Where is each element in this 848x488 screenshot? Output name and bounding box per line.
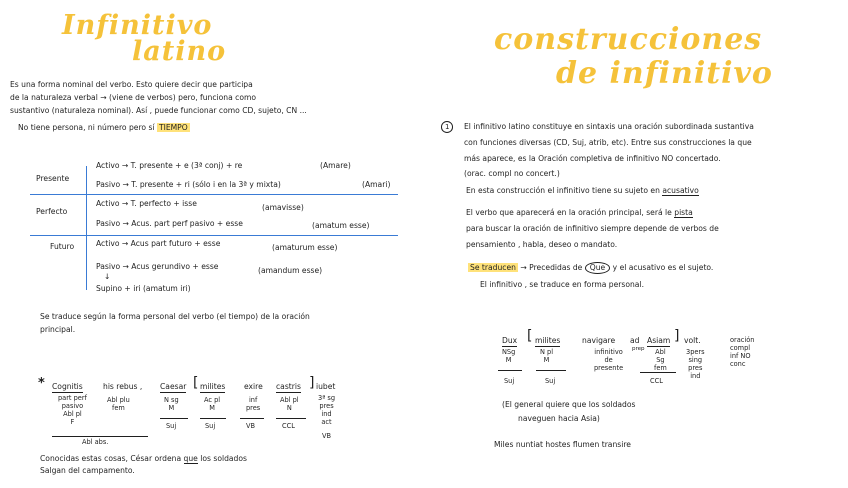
gram-navigare-2: de (604, 356, 613, 364)
bracket-open: [ (193, 375, 199, 391)
gram-caesar-2: M (168, 404, 175, 412)
p4-mid: → Precedidas de (520, 263, 583, 272)
gram-dux-1: NSg (502, 348, 516, 356)
func-dux: Suj (504, 377, 515, 385)
p1-line-1: El infinitivo latino constituye en sintaxis una oración subordinada sustantiva (464, 122, 754, 131)
gram-dux-2: M (505, 356, 512, 364)
left-title-line1: Infinitivo (62, 10, 213, 41)
word-r-milites: milites (535, 336, 561, 345)
p2-acusativo: acusativo (662, 186, 699, 195)
gram-iubet-4: act (321, 418, 332, 426)
p1-line-3: más aparece, es la Oración completiva de infinitivo NO concertado. (464, 154, 721, 163)
gram-dux (502, 348, 515, 364)
func-r-milites: Suj (545, 377, 556, 385)
word-cognitis: Cognitis (52, 382, 83, 391)
gram-volt-4: ind (690, 372, 701, 380)
p3-pista: pista (674, 208, 693, 217)
func-castris: CCL (282, 422, 295, 430)
futuro-activo-example: (amaturum esse) (272, 243, 338, 252)
word-asiam: Asiam (647, 336, 671, 345)
gram-exire (246, 396, 260, 412)
gram-iubet-2: pres (319, 402, 334, 410)
futuro-label: Futuro (50, 242, 75, 251)
func-line-castris (276, 418, 306, 419)
gram-his-rebus (107, 396, 130, 412)
tiempo-highlight: TIEMPO (158, 123, 188, 132)
gram-milites-1: Ac pl (204, 396, 221, 404)
func-iubet: VB (322, 432, 332, 440)
gram-cognitis (58, 394, 87, 426)
word-volt: volt. (684, 336, 701, 345)
gram-iubet (318, 394, 335, 426)
perfecto-pasivo-example: (amatum esse) (312, 221, 370, 230)
gram-asiam-1: Abl (655, 348, 666, 356)
perfecto-activo: Activo → T. perfecto + isse (96, 199, 197, 208)
right-translation-1: (El general quiere que los soldados (502, 400, 636, 409)
gram-castris-1: Abl pl (280, 396, 299, 404)
gram-castris-2: N (286, 404, 292, 412)
gram-volt (686, 348, 705, 380)
gram-cognitis-4: F (70, 418, 75, 426)
side-note-4: conc (730, 360, 746, 368)
r-bracket-close: ] (674, 328, 680, 344)
se-traducen-highlight: Se traducen (470, 263, 516, 272)
gram-ad: prep (632, 346, 645, 352)
word-castris: castris (276, 382, 301, 391)
presente-activo-example: (Amare) (320, 161, 351, 170)
func-line-caesar (160, 418, 188, 419)
presente-pasivo: Pasivo → T. presente + ri (sólo i en la 3ª y mixta) (96, 180, 281, 189)
intro-line-4 (18, 123, 190, 133)
gram-r-milites-2: M (543, 356, 550, 364)
example-star-icon: * (38, 376, 45, 391)
futuro-pasivo: Pasivo → Acus gerundivo + esse (96, 262, 219, 271)
example-translation-1-post: los soldados (200, 454, 247, 463)
func-line-r-milites (536, 370, 566, 371)
p1-line-4: (orac. compl no concert.) (464, 169, 560, 178)
gram-his-rebus-2: fem (112, 404, 125, 412)
p2-text: En esta construcción el infinitivo tiene su sujeto en (466, 186, 660, 195)
number-circle: 1 (441, 121, 453, 133)
gram-exire-2: pres (246, 404, 261, 412)
bracket-close: ] (309, 375, 315, 391)
p3-line-1 (466, 208, 693, 218)
futuro-pasivo-example: (amandum esse) (258, 266, 323, 275)
presente-label: Presente (36, 174, 70, 183)
side-note-3: inf NO (730, 352, 751, 360)
func-milites: Suj (205, 422, 216, 430)
word-ad: ad (630, 336, 640, 345)
right-title-line1: construcciones (494, 22, 763, 57)
func-line-asiam (640, 372, 676, 373)
gram-exire-1: inf (248, 396, 258, 404)
word-navigare: navigare (582, 336, 616, 345)
side-note-1: oración (730, 336, 755, 344)
abl-abs-line (52, 436, 148, 437)
p4-post: y el acusativo es el sujeto. (612, 263, 714, 272)
p3-line-2: para buscar la oración de infinitivo siempre depende de verbos de (466, 224, 719, 233)
gram-caesar (164, 396, 179, 412)
right-translation-2: naveguen hacia Asia) (518, 414, 600, 423)
abl-abs-label: Abl abs. (82, 438, 109, 446)
intro-line-3: sustantivo (naturaleza nominal). Así , puede funcionar como CD, sujeto, CN ... (10, 106, 307, 115)
gram-r-milites (540, 348, 553, 364)
perfecto-pasivo: Pasivo → Acus. part perf pasivo + esse (96, 219, 243, 228)
intro-line-1: Es una forma nominal del verbo. Esto quiere decir que participa (10, 80, 253, 89)
left-title-line2: latino (132, 36, 227, 67)
translate-line-1: Se traduce según la forma personal del verbo (el tiempo) de la oración (40, 312, 310, 321)
p3-line-1-text: El verbo que aparecerá en la oración principal, será le (466, 208, 672, 217)
side-note (730, 336, 754, 368)
example-translation-2: Salgan del campamento. (40, 466, 135, 475)
gram-iubet-3: ind (321, 410, 332, 418)
p3-line-3: pensamiento , habla, deseo o mandato. (466, 240, 618, 249)
example-translation-que: que (183, 454, 198, 463)
gram-volt-3: pres (688, 364, 703, 372)
gram-navigare-3: presente (594, 364, 624, 372)
r-bracket-open: [ (527, 328, 533, 344)
p1-line-2: con funciones diversas (CD, Suj, atrib, etc). Entre sus construcciones la que (464, 138, 752, 147)
gram-iubet-1: 3ª sg (318, 394, 336, 402)
gram-volt-1: 3pers (686, 348, 705, 356)
example-translation-1-pre: Conocidas estas cosas, César ordena (40, 454, 182, 463)
gram-cognitis-3: Abl pl (63, 410, 82, 418)
func-line-dux (498, 370, 522, 371)
perfecto-label: Perfecto (36, 207, 68, 216)
word-caesar: Caesar (160, 382, 187, 391)
func-line-milites (200, 418, 226, 419)
gram-asiam (654, 348, 667, 372)
func-caesar: Suj (166, 422, 177, 430)
word-exire: exire (244, 382, 263, 391)
presente-activo: Activo → T. presente + e (3ª conj) + re (96, 161, 243, 170)
example-translation-1 (40, 454, 247, 464)
word-dux: Dux (502, 336, 518, 345)
right-last-sentence: Miles nuntiat hostes flumen transire (494, 440, 631, 449)
func-line-exire (240, 418, 264, 419)
gram-caesar-1: N sg (164, 396, 179, 404)
p5: El infinitivo , se traduce en forma personal. (480, 280, 644, 289)
word-milites: milites (200, 382, 226, 391)
perfecto-activo-example: (amavisse) (262, 203, 304, 212)
gram-cognitis-2: pasivo (61, 402, 84, 410)
p4 (468, 262, 713, 274)
gram-navigare-1: infinitivo (594, 348, 623, 356)
presente-pasivo-example: (Amari) (362, 180, 391, 189)
gram-asiam-2: Sg (656, 356, 665, 364)
gram-his-rebus-1: Abl plu (107, 396, 130, 404)
gram-milites-2: M (209, 404, 215, 412)
gram-asiam-3: fem (654, 364, 667, 372)
intro-line-4-text: No tiene persona, ni número pero sí (18, 123, 155, 132)
down-arrow-icon: ↓ (104, 272, 111, 281)
gram-castris (280, 396, 299, 412)
word-his-rebus: his rebus , (103, 382, 143, 391)
translate-line-2: principal. (40, 325, 76, 334)
que-circle: Que (585, 262, 610, 274)
word-iubet: iubet (316, 382, 336, 391)
func-asiam: CCL (650, 377, 663, 385)
gram-volt-2: sing (688, 356, 703, 364)
futuro-supino: Supino + iri (amatum iri) (96, 284, 191, 293)
gram-cognitis-1: part perf (58, 394, 87, 402)
intro-line-2: de la naturaleza verbal → (viene de verbos) pero, funciona como (10, 93, 257, 102)
gram-r-milites-1: N pl (540, 348, 554, 356)
p2 (466, 186, 699, 196)
right-title-line2: de infinitivo (556, 56, 773, 91)
func-exire: VB (246, 422, 256, 430)
gram-navigare (594, 348, 623, 372)
side-note-2: compl (730, 344, 751, 352)
gram-milites (204, 396, 220, 412)
futuro-activo: Activo → Acus part futuro + esse (96, 239, 221, 248)
table-vertical-line (86, 166, 87, 290)
